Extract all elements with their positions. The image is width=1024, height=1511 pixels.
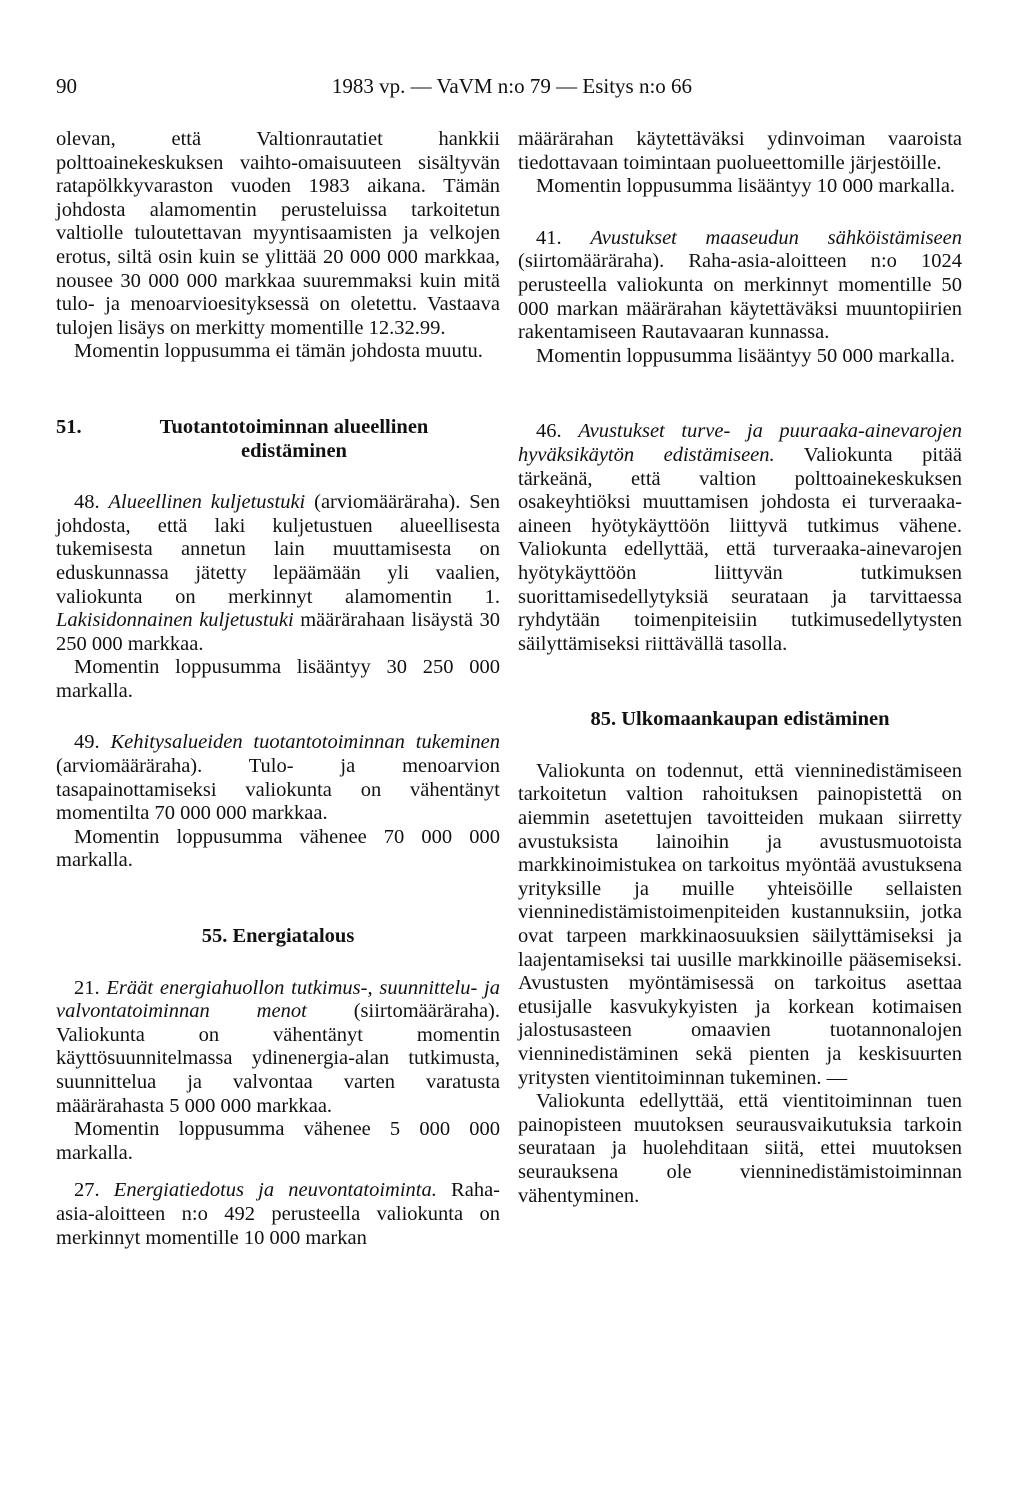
paragraph: Momentin loppusumma lisääntyy 10 000 markalla.	[536, 175, 956, 198]
item-subtitle: Lakisidonnainen kuljetustuki	[56, 609, 294, 632]
paragraph: Momentin loppusumma lisääntyy 30 250 000 markalla.	[56, 656, 500, 702]
heading-title: Tuotantotoiminnan alueellinen edistäminen	[159, 415, 429, 462]
item-title: Kehitysalueiden tuotantotoiminnan tukeminen	[110, 731, 500, 754]
paragraph: Valiokunta edellyttää, että vientitoiminnan tuen painopisteen muutoksen seurausvaikutuksia tarkoin seurataan ja huolehditaan siitä, ettei muutoksen seurauksena ole vienninedistämistoiminnan vähentyminen.	[518, 1090, 962, 1207]
item-27	[56, 1179, 500, 1250]
paragraph: Momentin loppusumma vähenee 5 000 000 markalla.	[56, 1118, 500, 1164]
item-text: (siirtomääräraha). Raha-asia-aloitteen n:o 1024 perusteella valiokunta on merkinnyt momentille 50 000 markan määrärahan käytettäväksi muuntopiirien rakentamiseen Rautavaaran kunnassa.	[518, 250, 962, 344]
section-heading-55: 55. Energiatalous	[201, 925, 355, 948]
item-48	[56, 491, 500, 656]
item-number: 49.	[74, 731, 100, 754]
item-title: Energiatiedotus ja neuvontatoiminta.	[113, 1179, 437, 1202]
item-21	[56, 977, 500, 1119]
item-text: Valiokunta pitää tärkeänä, että valtion polttoainekeskuksen osakeyhtiöksi muuttamisen johdosta ei turveraaka-aineen hyötykäyttöön liittyvä tutkimus vähene. Valiokunta edellyttää, että turveraaka-ainevarojen hyötykäyttöön liittyvän tutkimuksen suorittamisedellytyksiä seurataan ja tarvittaessa ryhdytään toimenpiteisiin tutkimusedellytysten säilyttämiseksi riittävällä tasolla.	[518, 443, 962, 655]
item-number: 48.	[74, 491, 100, 514]
item-title: Avustukset maaseudun sähköistämiseen	[590, 226, 963, 249]
item-title: Eräät energiahuollon tutkimus-, suunnittelu- ja valvontatoiminnan menot	[56, 976, 501, 1023]
paragraph: olevan, että Valtionrautatiet hankkii polttoainekeskuksen vaihto-omaisuuteen sisältyvän ratapölkkyvaraston vuoden 1983 aikana. Tämän johdosta alamomentin perusteluissa tarkoitetun valtiolle tuloutettavan myyntisaamisten ja velkojen erotus, siltä osin kuin se ylittää 20 000 000 markkaa, nousee 30 000 000 markkaa suuremmaksi kuin mitä tulo- ja menoarvioesityksessä on oletettu. Vastaava tulojen lisäys on merkitty momentille 12.32.99.	[56, 128, 500, 339]
paragraph: määrärahan käytettäväksi ydinvoiman vaaroista tiedottavaan toimintaan puolueettomille järjestöille.	[518, 128, 962, 174]
item-number: 46.	[536, 420, 562, 443]
item-title: Alueellinen kuljetustuki	[108, 491, 306, 514]
item-title: Avustukset turve- ja puuraaka-ainevarojen hyväksikäytön edistämiseen.	[518, 420, 962, 466]
item-text: (siirtomääräraha). Valiokunta on vähentänyt momentin käyttösuunnitelmassa ydinenergia-alan tutkimusta, suunnittelua ja valvontaa varten varatusta määrärahasta 5 000 000 markkaa.	[56, 1000, 500, 1117]
page-number: 90	[56, 74, 77, 98]
paragraph: Valiokunta on todennut, että vienninedistämiseen tarkoitetun valtion rahoituksen painopistettä on aiemmin asetettujen tavoitteiden mukaan siirretty avustuksista lainoihin ja avustusmuotoista markkinoimistukea on tarkoitus myöntää avustuksena yrityksille ja muille yhteisöille sellaisten vienninedistämistoimenpiteiden kustannuksiin, jotka ovat tarpeen markkinaosuuksien säilyttämiseksi ja laajentamiseksi tai uusille markkinoille pääsemiseksi. Avustusten myöntämisessä on tarkoitus asettaa etusijalle kasvukykyisten ja korkean kotimaisen jalostusasteen omaavien tuotannonalojen vienninedistäminen sekä pienten ja keskisuurten yritysten vientitoiminnan tukeminen. —	[518, 759, 962, 1089]
item-number: 27.	[74, 1179, 100, 1202]
item-text: määrärahaan lisäystä 30 250 000 markkaa.	[56, 609, 500, 655]
item-number: 21.	[74, 976, 100, 999]
section-heading-85: 85. Ulkomaankaupan edistäminen	[590, 708, 890, 731]
item-49	[56, 731, 500, 825]
running-header: 1983 vp. — VaVM n:o 79 — Esitys n:o 66	[331, 74, 693, 98]
item-text: Raha-asia-aloitteen n:o 492 perusteella valiokunta on merkinnyt momentille 10 000 markan	[56, 1179, 501, 1249]
heading-number: 51.	[56, 415, 82, 438]
item-41	[518, 227, 962, 345]
right-column	[518, 128, 962, 1208]
item-text: (arviomääräraha). Tulo- ja menoarvion tasapainottamiseksi valiokunta on vähentänyt momentilta 70 000 000 markkaa.	[56, 755, 500, 825]
section-heading-51	[56, 416, 500, 463]
item-number: 41.	[536, 226, 562, 249]
paragraph: Momentin loppusumma ei tämän johdosta muutu.	[74, 340, 483, 363]
item-text: (arviomääräraha). Sen johdosta, että laki kuljetustuen alueellisesta tukemisesta annetun lain muuttamisesta on eduskunnassa jätetty lepäämään yli vaalien, valiokunta on merkinnyt alamomentin 1.	[56, 491, 501, 608]
left-column	[56, 128, 500, 1250]
paragraph: Momentin loppusumma lisääntyy 50 000 markalla.	[536, 344, 956, 367]
item-46	[518, 420, 962, 656]
paragraph: Momentin loppusumma vähenee 70 000 000 markalla.	[56, 825, 500, 872]
